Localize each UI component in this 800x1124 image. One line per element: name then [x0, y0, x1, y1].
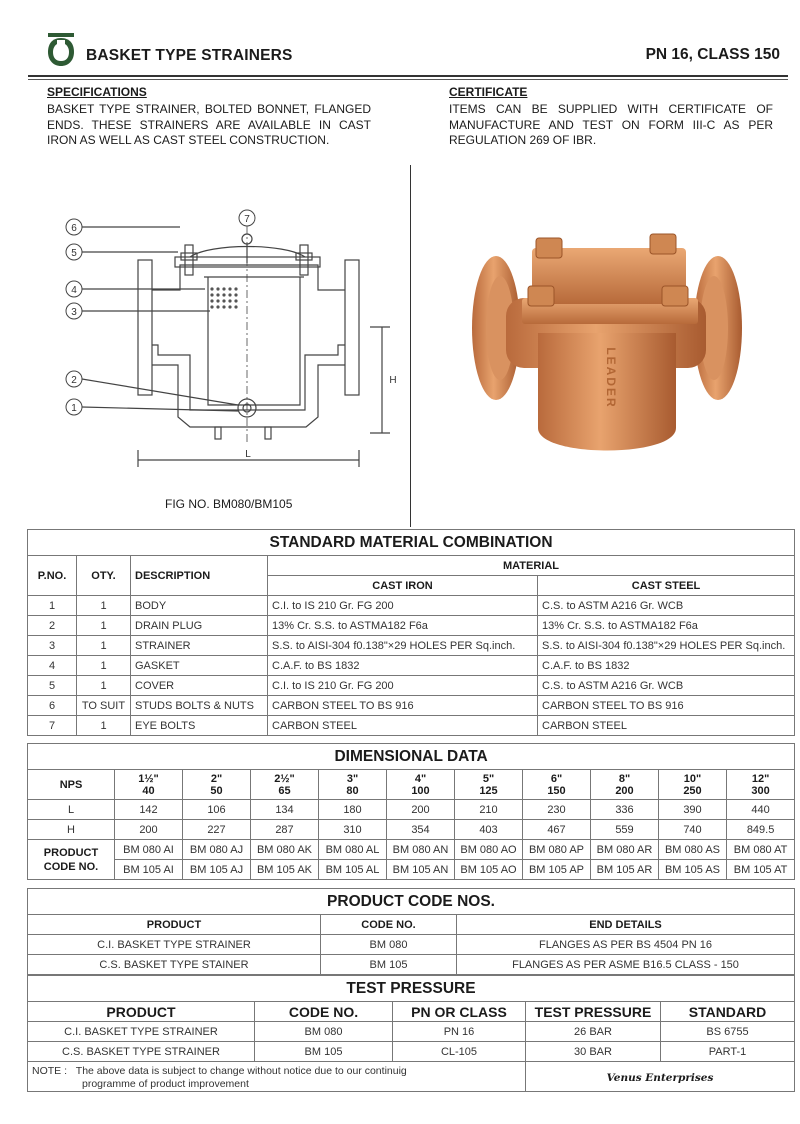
certificate-text: ITEMS CAN BE SUPPLIED WITH CERTIFICATE OF MANUFACTURE AND TEST ON FORM III-C AS PER REGULATION 269 OF IBR. [449, 102, 773, 147]
callout-1: 1 [71, 403, 77, 414]
signature: Venus Enterprises [526, 1062, 795, 1092]
nps-label: NPS [28, 770, 115, 800]
table-row-cs-code: BM 105 AI BM 105 AJ BM 105 AK BM 105 AL BM 105 AN BM 105 AO BM 105 AP BM 105 AR BM 105 AS BM 105 AT [28, 860, 795, 880]
page-title: BASKET TYPE STRAINERS [86, 47, 293, 64]
material-table [27, 529, 795, 736]
product-code-table: PRODUCT CODE NOS. PRODUCT CODE NO. END DETAILS C.I. BASKET TYPE STRAINER BM 080 FLANGES AS PER BS 4504 PN 16 C.S. BASKET TYPE STAINER BM 105 FLANGES AS PER ASME B16.5 CLASS - 150 [27, 888, 795, 975]
page-header [28, 30, 788, 76]
table-row: 5 1 COVER C.I. to IS 210 Gr. FG 200 C.S. to ASTM A216 Gr. WCB [28, 676, 795, 696]
test-pressure-title: TEST PRESSURE [28, 976, 795, 1002]
table-row: 2 1 DRAIN PLUG 13% Cr. S.S. to ASTMA182 F6a 13% Cr. S.S. to ASTMA182 F6a [28, 616, 795, 636]
dimension-h-label: H [389, 375, 397, 386]
strainer-photo [466, 228, 748, 473]
table-row: 1 1 BODY C.I. to IS 210 Gr. FG 200 C.S. to ASTM A216 Gr. WCB [28, 596, 795, 616]
test-pressure-table: TEST PRESSURE PRODUCT CODE NO. PN OR CLASS TEST PRESSURE STANDARD C.I. BASKET TYPE STRAINER BM 080 PN 16 26 BAR BS 6755 C.S. BASKET TYPE STRAINER BM 105 CL-105 30 BAR PART-1 NOTE : The above data is subject to change without notice due to our continuig programme of product improvement Venus Enterprises [27, 975, 795, 1092]
col-qty: OTY. [77, 556, 131, 596]
table-row: 7 1 EYE BOLTS CARBON STEEL CARBON STEEL [28, 716, 795, 736]
callout-2: 2 [71, 375, 77, 386]
leader-logo-icon [46, 32, 76, 68]
note-text: NOTE : The above data is subject to change without notice due to our continuig programme of product improvement [28, 1062, 526, 1092]
table-row: C.S. BASKET TYPE STAINER BM 105 FLANGES AS PER ASME B16.5 CLASS - 150 [28, 955, 795, 975]
table-row: 3 1 STRAINER S.S. to AISI-304 f0.138"×29 HOLES PER Sq.inch. S.S. to AISI-304 f0.138"×29 HOLES PER Sq.inch. [28, 636, 795, 656]
specifications-heading: SPECIFICATIONS [47, 85, 147, 99]
product-code-label: PRODUCT CODE NO. [28, 840, 115, 880]
certificate-heading: CERTIFICATE [449, 85, 528, 99]
figure-divider [410, 165, 411, 527]
table-row: 6 TO SUIT STUDS BOLTS & NUTS CARBON STEEL TO BS 916 CARBON STEEL TO BS 916 [28, 696, 795, 716]
table-row: 4 1 GASKET C.A.F. to BS 1832 C.A.F. to BS 1832 [28, 656, 795, 676]
dimensional-title: DIMENSIONAL DATA [28, 744, 795, 770]
col-cast-steel: CAST STEEL [538, 576, 795, 596]
col-pno: P.NO. [28, 556, 77, 596]
callout-3: 3 [71, 307, 77, 318]
product-code-title: PRODUCT CODE NOS. [28, 889, 795, 915]
callout-5: 5 [71, 248, 77, 259]
col-cast-iron: CAST IRON [268, 576, 538, 596]
table-row: C.I. BASKET TYPE STRAINER BM 080 PN 16 26 BAR BS 6755 [28, 1022, 795, 1042]
callout-6: 6 [71, 223, 77, 234]
col-description: DESCRIPTION [131, 556, 268, 596]
callout-4: 4 [71, 285, 77, 296]
sectional-drawing [60, 205, 405, 480]
table-row-l: L 142 106 134 180 200 210 230 336 390 440 [28, 800, 795, 820]
col-material: MATERIAL [268, 556, 795, 576]
table-row: C.I. BASKET TYPE STRAINER BM 080 FLANGES AS PER BS 4504 PN 16 [28, 935, 795, 955]
figure-caption: FIG NO. BM080/BM105 [165, 497, 293, 511]
header-rule-thin [28, 79, 788, 80]
dimensional-table: DIMENSIONAL DATA NPS 1½" 40 2" 50 2½" 65 3" 80 4" 100 5" 125 6" 150 8" 200 10" 250 12" 300 L 142 106 134 180 200 210 230 336 390 440 H 200 227 287 310 354 403 467 559 740 849.5 PRODUCT CODE NO. BM 080 AI BM 080 AJ BM 080 AK BM 080 AL BM 080 AN BM 080 AO BM 080 AP BM 080 AR BM 080 AS BM 080 AT BM 105 AI BM 105 AJ BM 105 AK BM 105 AL BM 105 AN BM 105 AO BM 105 AP BM 105 AR BM 105 AS BM 105 AT [27, 743, 795, 880]
header-rule [28, 75, 788, 77]
material-title: STANDARD MATERIAL COMBINATION [28, 530, 795, 556]
table-row-ci-code: PRODUCT CODE NO. BM 080 AI BM 080 AJ BM 080 AK BM 080 AL BM 080 AN BM 080 AO BM 080 AP BM 080 AR BM 080 AS BM 080 AT [28, 840, 795, 860]
specifications-text: BASKET TYPE STRAINER, BOLTED BONNET, FLANGED ENDS. THESE STRAINERS ARE AVAILABLE IN CAST IRON AS WELL AS CAST STEEL CONSTRUCTION. [47, 102, 371, 147]
pressure-rating: PN 16, CLASS 150 [645, 46, 780, 63]
table-row: C.S. BASKET TYPE STRAINER BM 105 CL-105 30 BAR PART-1 [28, 1042, 795, 1062]
callout-7: 7 [244, 214, 250, 225]
note-row [28, 1062, 795, 1092]
table-row-h: H 200 227 287 310 354 403 467 559 740 849.5 [28, 820, 795, 840]
dimension-l-label: L [245, 449, 251, 460]
cast-mark-text: LEADER [604, 347, 618, 409]
